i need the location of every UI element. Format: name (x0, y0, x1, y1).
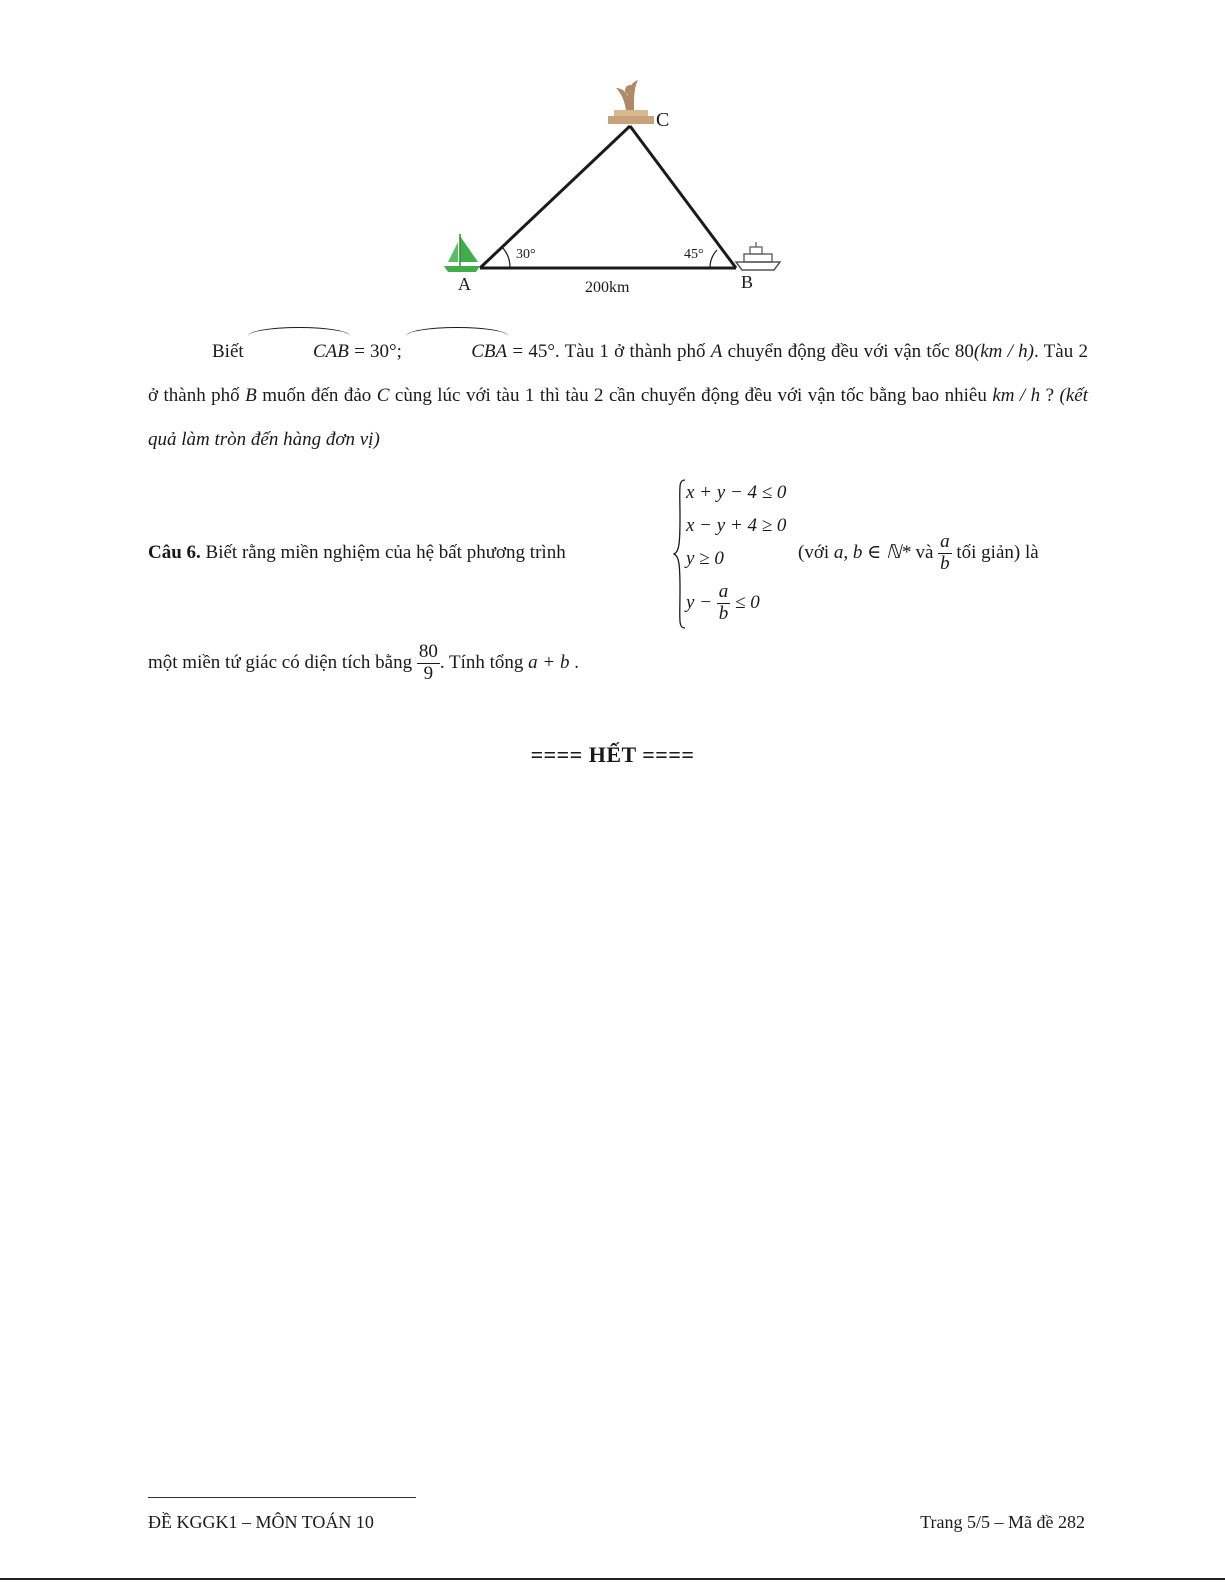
vertex-label-b: B (741, 272, 754, 292)
inequality-4: y − $\frac{a}{b}$ ≤ 0 (686, 581, 760, 625)
footer-page-number: Trang 5/5 – Mã đề 282 (920, 1512, 1085, 1532)
question-5-text: Biết CAB = 30°; CBA = 45°. Tàu 1 ở thành phố A chuyển động đều với vận tốc 80(km / h). Tàu 2 ở thành phố B muốn đến đảo C cùng lúc với tàu 1 thì tàu 2 cần chuyển động đều với vận tốc bằng bao nhiêu km / h ? (kết quả làm tròn đến hàng đơn vị) (148, 330, 1088, 462)
angle-cab: CAB (249, 330, 349, 374)
angle-arc-b (710, 250, 717, 268)
inequality-system (686, 476, 786, 631)
inequality-2: x − y + 4 ≥ 0 (686, 515, 787, 536)
angle-label-b: 45° (684, 247, 704, 262)
footer-exam-title: ĐỀ KGGK1 – MÔN TOÁN 10 (148, 1512, 374, 1532)
inequality-1: x + y − 4 ≤ 0 (686, 482, 787, 503)
angle-label-a: 30° (516, 247, 536, 262)
angle-cba: CBA (407, 330, 507, 374)
angle-arc-a (502, 247, 510, 268)
rounding-note: (kết quả làm tròn đến hàng đơn vị) (148, 385, 1089, 450)
condition-text: (với a, b ∈ ℕ* và $\frac{a}{b}$ tối giản) là (798, 531, 1039, 574)
island-icon (608, 80, 654, 124)
inequality-3: y ≥ 0 (686, 548, 724, 569)
question-6: Câu 6. Biết rằng miền nghiệm của hệ bất phương trình x + y − 4 ≤ 0 x − y + 4 ≥ 0 y ≥ 0 y − $\frac{a}{b}$ ≤ 0 (với a, b ∈ ℕ* và $\frac{a}{b}$ tối giản) là (148, 470, 1088, 650)
question-6-label: Câu 6. (148, 542, 201, 563)
question-6-continuation: một miền tứ giác có diện tích bằng $\frac{80}{9}$ . Tính tổng a + b . (148, 641, 579, 684)
system-brace (673, 478, 687, 630)
side-bc (630, 126, 736, 268)
vertex-label-c: C (656, 109, 670, 131)
sailboat-icon (444, 234, 480, 272)
distance-label: 200km (585, 279, 630, 296)
end-marker: ==== HẾT ==== (530, 742, 695, 767)
page-bottom-border (0, 1578, 1225, 1580)
vertex-label-a: A (458, 274, 471, 294)
ship-icon (736, 242, 780, 270)
footer-divider (148, 1497, 416, 1498)
area-fraction: $\frac{80}{9}$ (418, 641, 438, 684)
triangle-diagram (430, 70, 810, 310)
